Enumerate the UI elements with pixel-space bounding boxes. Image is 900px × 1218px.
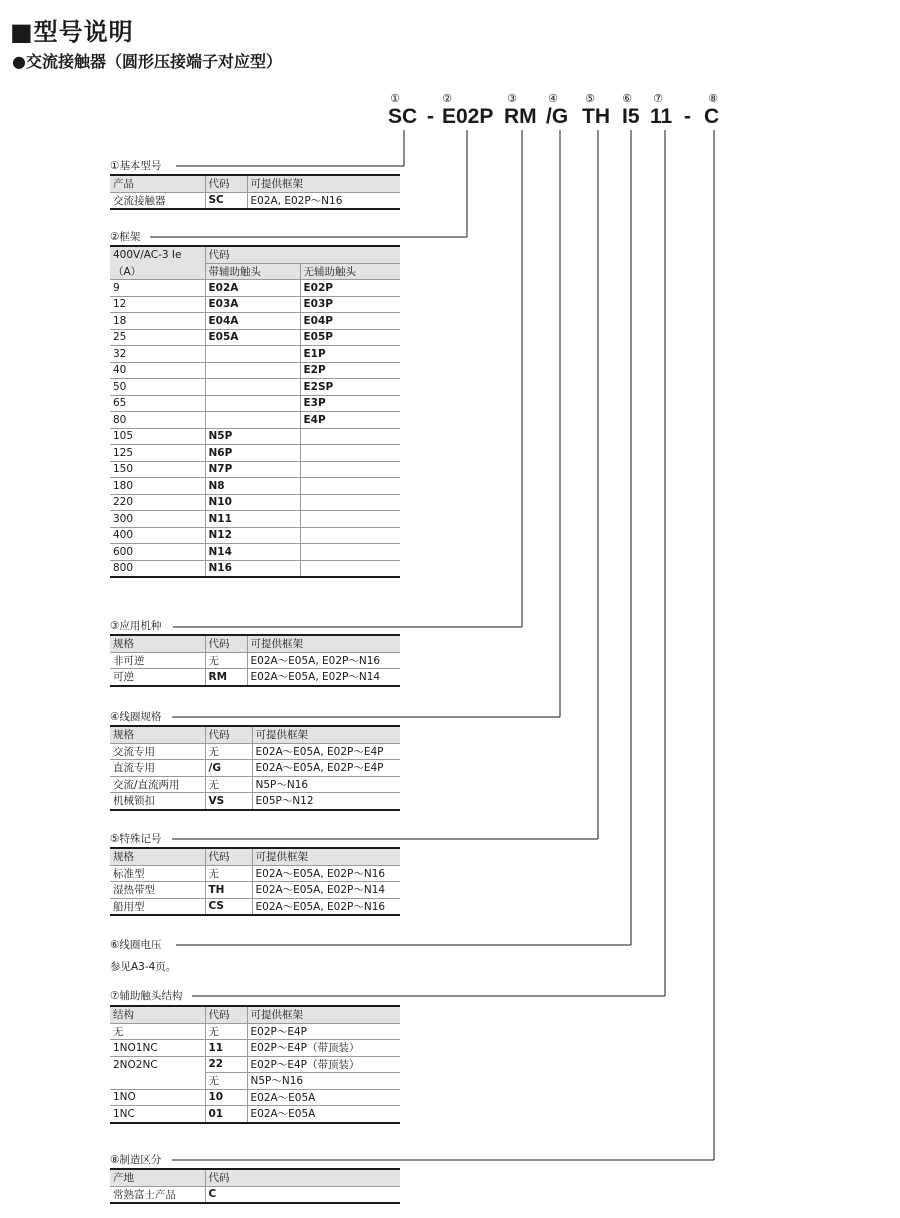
table-cell	[300, 560, 400, 577]
table-cell: 可逆	[110, 669, 205, 686]
table-cell: 800	[110, 560, 205, 577]
table-row	[110, 882, 400, 899]
table-cell: 交流/直流两用	[110, 776, 205, 793]
table-header-row	[110, 1169, 400, 1186]
header-cell: 产地	[110, 1169, 205, 1186]
table-cell: N6P	[205, 445, 300, 462]
header-cell: 代码	[205, 175, 247, 192]
table-cell: N7P	[205, 461, 300, 478]
table-cell: N11	[205, 511, 300, 528]
table-header-row	[110, 726, 400, 743]
table-cell: N10	[205, 494, 300, 511]
table-cell: 22	[205, 1056, 247, 1073]
coil-voltage-note: 参见A3-4页。	[110, 961, 177, 973]
table-row	[110, 527, 400, 544]
table-cell: 无	[205, 743, 252, 760]
table-cell: C	[205, 1186, 400, 1203]
table-cell: N12	[205, 527, 300, 544]
frame-table	[110, 245, 400, 578]
code-part-voltage: I5	[622, 105, 640, 128]
header-cell: 带辅助触头	[205, 263, 300, 280]
header-cell: 可提供框架	[252, 848, 400, 865]
table-row	[110, 412, 400, 429]
table-cell: 400	[110, 527, 205, 544]
table-cell	[300, 461, 400, 478]
table-cell: 标准型	[110, 865, 205, 882]
table-row	[110, 395, 400, 412]
table-cell: /G	[205, 760, 252, 777]
table-cell: 无	[205, 865, 252, 882]
table-cell	[205, 395, 300, 412]
table-row	[110, 445, 400, 462]
table-cell: 1NO	[110, 1089, 205, 1106]
table-row	[110, 865, 400, 882]
header-cell: 规格	[110, 848, 205, 865]
table-cell	[300, 428, 400, 445]
table-row	[110, 1186, 400, 1203]
code-part-special: TH	[582, 105, 610, 128]
table-row	[110, 898, 400, 915]
table-cell: N14	[205, 544, 300, 561]
table-header-row	[110, 263, 400, 280]
table-cell	[110, 1073, 205, 1090]
table-cell: E02A	[205, 280, 300, 297]
table-cell: N5P～N16	[252, 776, 400, 793]
table-row	[110, 346, 400, 363]
code-part-frame: E02P	[442, 105, 494, 128]
table-cell: 1NC	[110, 1106, 205, 1123]
table-cell: SC	[205, 192, 247, 209]
header-cell: 结构	[110, 1006, 205, 1023]
table-cell: E4P	[300, 412, 400, 429]
table-cell: 2NO2NC	[113, 1058, 158, 1071]
table-cell: 机械锁扣	[110, 793, 205, 810]
table-cell: E1P	[300, 346, 400, 363]
section-basic-model-label: ①基本型号	[110, 160, 162, 172]
table-cell: 12	[110, 296, 205, 313]
header-cell: 可提供框架	[252, 726, 400, 743]
table-cell: 220	[110, 494, 205, 511]
table-cell: 25	[110, 329, 205, 346]
table-cell: 交流专用	[110, 743, 205, 760]
table-cell: E02A～E05A, E02P～N16	[247, 652, 400, 669]
code-part-sc: SC	[388, 105, 418, 128]
table-cell: E02P	[300, 280, 400, 297]
table-row	[110, 1056, 400, 1073]
table-cell: 65	[110, 395, 205, 412]
special-table	[110, 847, 400, 916]
table-cell: 非可逆	[110, 652, 205, 669]
table-cell: 1NO1NC	[110, 1040, 205, 1057]
table-cell: 交流接触器	[110, 192, 205, 209]
header-cell: 规格	[110, 635, 205, 652]
header-cell: 规格	[110, 726, 205, 743]
table-cell: N8	[205, 478, 300, 495]
code-number-7: ⑦	[653, 92, 663, 105]
table-cell: E02A～E05A, E02P～E4P	[252, 760, 400, 777]
table-cell: E02P～E4P（带顶装）	[247, 1056, 400, 1073]
code-number-4: ④	[548, 92, 558, 105]
table-cell	[300, 494, 400, 511]
table-cell: 无	[205, 776, 252, 793]
code-part-coil: /G	[546, 105, 569, 128]
table-header-row	[110, 175, 400, 192]
table-cell: 180	[110, 478, 205, 495]
header-cell: 代码	[205, 1006, 247, 1023]
coil-table	[110, 725, 400, 811]
table-cell: E04A	[205, 313, 300, 330]
table-cell: E05P	[300, 329, 400, 346]
table-cell: N16	[205, 560, 300, 577]
table-row	[110, 478, 400, 495]
table-cell: E05A	[205, 329, 300, 346]
table-cell: RM	[205, 669, 247, 686]
table-cell: E3P	[300, 395, 400, 412]
table-row	[110, 776, 400, 793]
table-row	[110, 329, 400, 346]
table-cell: E2SP	[300, 379, 400, 396]
table-cell: 150	[110, 461, 205, 478]
table-cell: 无	[205, 1023, 247, 1040]
table-cell: CS	[205, 898, 252, 915]
table-cell	[300, 445, 400, 462]
table-row	[110, 296, 400, 313]
table-cell: 11	[205, 1040, 247, 1057]
header-cell: 可提供框架	[247, 175, 400, 192]
code-part-application: RM	[504, 105, 537, 128]
table-row	[110, 428, 400, 445]
table-cell: E03A	[205, 296, 300, 313]
header-cell: 产品	[110, 175, 205, 192]
table-cell: 10	[205, 1089, 247, 1106]
table-cell	[300, 478, 400, 495]
header-cell: 400V/AC-3 Ie	[110, 246, 205, 263]
table-cell: 直流专用	[110, 760, 205, 777]
table-cell: 600	[110, 544, 205, 561]
header-cell: 可提供框架	[247, 1006, 400, 1023]
table-row	[110, 511, 400, 528]
table-cell	[300, 527, 400, 544]
table-row	[110, 1073, 400, 1090]
code-part-manufacture: C	[704, 105, 720, 128]
code-part-aux: 11	[650, 105, 673, 128]
table-cell	[205, 412, 300, 429]
table-cell: E02A～E05A, E02P～E4P	[252, 743, 400, 760]
table-row	[110, 1089, 400, 1106]
section-application-label: ③应用机种	[110, 620, 162, 632]
table-cell	[300, 544, 400, 561]
code-number-3: ③	[507, 92, 517, 105]
table-header-row	[110, 635, 400, 652]
table-cell: VS	[205, 793, 252, 810]
table-cell: 18	[110, 313, 205, 330]
table-cell	[205, 362, 300, 379]
code-number-1: ①	[390, 92, 400, 105]
section-coil-label: ④线圈规格	[110, 711, 162, 723]
table-row	[110, 192, 400, 209]
table-cell: E02A～E05A, E02P～N16	[252, 865, 400, 882]
table-cell: E02A～E05A, E02P～N14	[247, 669, 400, 686]
table-cell: E02A, E02P～N16	[247, 192, 400, 209]
aux-contact-table	[110, 1005, 400, 1124]
table-cell: 常熟富士产品	[110, 1186, 205, 1203]
table-cell: 9	[110, 280, 205, 297]
table-row	[110, 743, 400, 760]
table-cell	[205, 346, 300, 363]
table-row	[110, 760, 400, 777]
table-cell: 无	[205, 652, 247, 669]
table-cell: E02A～E05A	[247, 1089, 400, 1106]
application-table	[110, 634, 400, 687]
table-cell: 无	[205, 1073, 247, 1090]
table-cell: E02P～E4P（带顶装）	[247, 1040, 400, 1057]
header-cell: 代码	[205, 848, 252, 865]
table-cell	[300, 511, 400, 528]
table-cell: 50	[110, 379, 205, 396]
table-cell: 105	[110, 428, 205, 445]
header-cell: 无辅助触头	[300, 263, 400, 280]
manufacture-table	[110, 1168, 400, 1204]
table-cell	[205, 379, 300, 396]
header-cell: 代码	[205, 726, 252, 743]
page-subtitle: ●交流接触器（圆形压接端子对应型）	[12, 52, 282, 71]
header-cell: 代码	[205, 246, 400, 263]
table-cell: TH	[205, 882, 252, 899]
code-part-dash-1: -	[427, 105, 434, 128]
table-row	[110, 313, 400, 330]
table-cell: E2P	[300, 362, 400, 379]
table-cell: 80	[110, 412, 205, 429]
table-row	[110, 362, 400, 379]
basic-model-table	[110, 174, 400, 210]
header-cell: 可提供框架	[247, 635, 400, 652]
table-row	[110, 494, 400, 511]
section-aux-contact-label: ⑦辅助触头结构	[110, 990, 183, 1002]
header-cell: （A）	[110, 263, 205, 280]
table-row	[110, 652, 400, 669]
table-cell: N5P	[205, 428, 300, 445]
table-cell: 300	[110, 511, 205, 528]
table-cell: E03P	[300, 296, 400, 313]
code-number-5: ⑤	[585, 92, 595, 105]
code-part-dash-2: -	[684, 105, 691, 128]
header-cell: 代码	[205, 635, 247, 652]
section-manufacture-label: ⑧制造区分	[110, 1154, 162, 1166]
table-row	[110, 280, 400, 297]
table-cell: 船用型	[110, 898, 205, 915]
table-header-row	[110, 1006, 400, 1023]
table-row	[110, 461, 400, 478]
table-cell: E02A～E05A	[247, 1106, 400, 1123]
table-header-row	[110, 848, 400, 865]
header-cell: 代码	[205, 1169, 400, 1186]
table-cell: E02P～E4P	[247, 1023, 400, 1040]
table-cell: 01	[205, 1106, 247, 1123]
table-cell: 125	[110, 445, 205, 462]
table-row	[110, 793, 400, 810]
table-row	[110, 669, 400, 686]
table-row	[110, 1040, 400, 1057]
section-special-label: ⑤特殊记号	[110, 833, 162, 845]
table-cell: E02A～E05A, E02P～N16	[252, 898, 400, 915]
table-row	[110, 1106, 400, 1123]
table-cell: E04P	[300, 313, 400, 330]
table-cell: 40	[110, 362, 205, 379]
table-row	[110, 560, 400, 577]
table-row	[110, 1023, 400, 1040]
table-cell: 32	[110, 346, 205, 363]
page-title: ■型号说明	[10, 18, 134, 46]
code-number-6: ⑥	[622, 92, 632, 105]
table-cell: N5P～N16	[247, 1073, 400, 1090]
code-number-8: ⑧	[708, 92, 718, 105]
section-frame-label: ②框架	[110, 231, 141, 243]
table-cell: E05P～N12	[252, 793, 400, 810]
table-cell: 无	[110, 1023, 205, 1040]
table-header-row	[110, 246, 400, 263]
table-cell: 湿热带型	[110, 882, 205, 899]
table-row	[110, 379, 400, 396]
code-number-2: ②	[442, 92, 452, 105]
table-cell: E02A～E05A, E02P～N14	[252, 882, 400, 899]
section-coil-voltage-label: ⑥线圈电压	[110, 939, 162, 951]
table-row	[110, 544, 400, 561]
